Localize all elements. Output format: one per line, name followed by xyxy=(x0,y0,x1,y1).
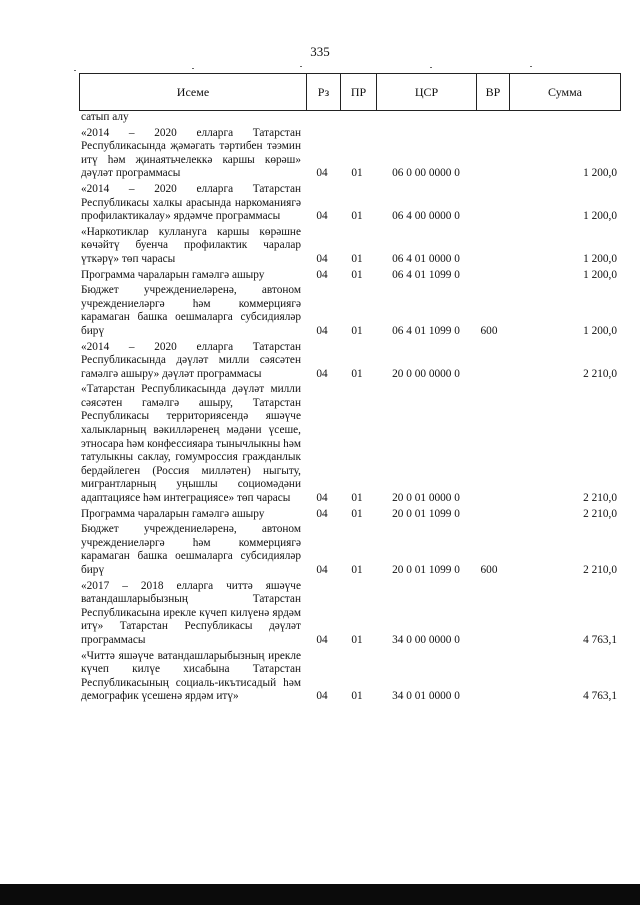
table-row xyxy=(79,284,621,338)
row-rz: 04 xyxy=(316,507,328,520)
row-sum: 1 200,0 xyxy=(583,167,617,180)
header-name: Исеме xyxy=(176,85,210,99)
row-name: Программа чараларын гамәлгә ашыру xyxy=(81,268,265,281)
row-name: сатып алу xyxy=(81,111,129,123)
table-row xyxy=(79,226,621,267)
header-sum: Сумма xyxy=(548,85,582,99)
scan-speck xyxy=(530,66,532,67)
table-row xyxy=(79,383,621,505)
row-csr: 34 0 01 0000 0 xyxy=(392,690,460,703)
row-rz: 04 xyxy=(316,252,328,265)
row-sum: 4 763,1 xyxy=(583,633,617,646)
row-csr: 20 0 01 0000 0 xyxy=(392,492,460,505)
row-pr: 01 xyxy=(351,252,363,265)
table-header xyxy=(79,73,621,111)
row-csr: 34 0 00 0000 0 xyxy=(392,633,460,646)
table-row xyxy=(79,508,621,522)
header-rz: Рз xyxy=(317,85,330,99)
row-rz: 04 xyxy=(316,564,328,576)
table-row xyxy=(79,341,621,382)
row-vr: 600 xyxy=(480,564,498,576)
row-name: «2017 – 2018 елларга читтә яшәүче ватандашларыбызның Татарстан Республикасына ирекле күчеп килүенә ярдәм итү» Татарстан Республикасы дәүләт программасы xyxy=(81,579,301,646)
row-csr: 06 4 01 0000 0 xyxy=(392,252,460,265)
row-name: «Наркотиклар кулланугa каршы көрәшне көчәйтү буенча профилактик чаралар үткәрү» төп чарасы xyxy=(81,225,301,265)
row-name: Бюджет учреждениеләренә, автоном учреждениеләргә һәм коммерциягә карамаган башка оешмаларга субсидияләр бирү xyxy=(81,523,301,576)
row-pr: 01 xyxy=(351,324,363,337)
row-name: «Татарстан Республикасында дәүләт милли сәясәтен гамәлгә ашыру, Татарстан Республикасы территориясендә яшәүче халыкларның вәкилләренең мәдәни үсеше, этносара һәм конфессияара тынычлыкны һәм татулыкны саклау, гомумроссия гражданлык бердәйлеген (Россия милләтен) ныгыту, мигрантларның уңышлы социомәдәни адаптациясе һәм интеграциясе» төп чарасы xyxy=(81,383,301,505)
row-rz: 04 xyxy=(316,268,328,281)
table-row xyxy=(79,523,621,577)
row-pr: 01 xyxy=(351,210,363,223)
row-sum: 1 200,0 xyxy=(583,324,617,337)
row-pr: 01 xyxy=(351,268,363,281)
row-pr: 01 xyxy=(351,167,363,180)
scan-bottom-edge xyxy=(0,884,640,905)
table-row xyxy=(79,650,621,704)
row-rz: 04 xyxy=(316,210,328,223)
page-number: 335 xyxy=(310,44,330,59)
row-sum: 1 200,0 xyxy=(583,252,617,265)
row-sum: 1 200,0 xyxy=(583,210,617,223)
scan-speck xyxy=(192,68,194,69)
row-pr: 01 xyxy=(351,507,363,520)
row-rz: 04 xyxy=(316,633,328,646)
row-sum: 2 210,0 xyxy=(583,367,617,380)
row-name: «2014 – 2020 елларга Татарстан Республикасында дәүләт милли сәясәтен гамәлгә ашыру» дәүләт программасы xyxy=(81,340,301,380)
row-sum: 2 210,0 xyxy=(583,492,617,505)
row-pr: 01 xyxy=(351,690,363,703)
row-sum: 2 210,0 xyxy=(583,507,617,520)
scan-speck xyxy=(430,67,432,68)
row-pr: 01 xyxy=(351,492,363,505)
row-name: «2014 – 2020 елларга Татарстан Республикасында җәмәгать тәртибен тәэмин итү һәм җинаятьчелеккә каршы көрәш» дәүләт программасы xyxy=(81,126,301,180)
header-csr: ЦСР xyxy=(414,85,439,99)
row-pr: 01 xyxy=(351,564,363,576)
scan-speck xyxy=(300,66,302,67)
row-sum: 1 200,0 xyxy=(583,268,617,281)
row-csr: 20 0 01 1099 0 xyxy=(392,564,460,576)
row-csr: 20 0 01 1099 0 xyxy=(392,507,460,520)
row-rz: 04 xyxy=(316,167,328,180)
row-csr: 06 4 01 1099 0 xyxy=(392,268,460,281)
table-row xyxy=(79,127,621,181)
row-rz: 04 xyxy=(316,492,328,505)
row-csr: 20 0 00 0000 0 xyxy=(392,367,460,380)
row-csr: 06 4 00 0000 0 xyxy=(392,210,460,223)
header-vr: ВР xyxy=(485,85,501,99)
row-csr: 06 4 01 1099 0 xyxy=(392,324,460,337)
row-rz: 04 xyxy=(316,690,328,703)
header-pr: ПР xyxy=(350,85,367,99)
table-body xyxy=(79,111,621,706)
row-sum: 2 210,0 xyxy=(583,564,617,576)
row-name: «2014 – 2020 елларга Татарстан Республикасы халкы арасында наркоманиягә профилактикалау» ярдәмче программасы xyxy=(81,182,301,223)
row-name: Бюджет учреждениеләренә, автоном учреждениеләргә һәм коммерциягә карамаган башка оешмаларга субсидияләр бирү xyxy=(81,284,301,337)
scan-speck xyxy=(74,70,76,71)
row-rz: 04 xyxy=(316,324,328,337)
row-pr: 01 xyxy=(351,633,363,646)
row-pr: 01 xyxy=(351,367,363,380)
row-csr: 06 0 00 0000 0 xyxy=(392,167,460,180)
row-name: «Читтә яшәүче ватандашларыбызның ирекле күчеп килүе хисабына Татарстан Республикасының социаль-икътисадый һәм демографик үсешенә ярдәм итү» xyxy=(81,649,301,703)
row-sum: 4 763,1 xyxy=(583,690,617,703)
table-row xyxy=(79,269,621,283)
table-row xyxy=(79,183,621,224)
row-name: Программа чараларын гамәлгә ашыру xyxy=(81,507,265,520)
row-rz: 04 xyxy=(316,367,328,380)
row-vr: 600 xyxy=(480,324,498,337)
table-row xyxy=(79,580,621,648)
table-row xyxy=(79,111,621,125)
